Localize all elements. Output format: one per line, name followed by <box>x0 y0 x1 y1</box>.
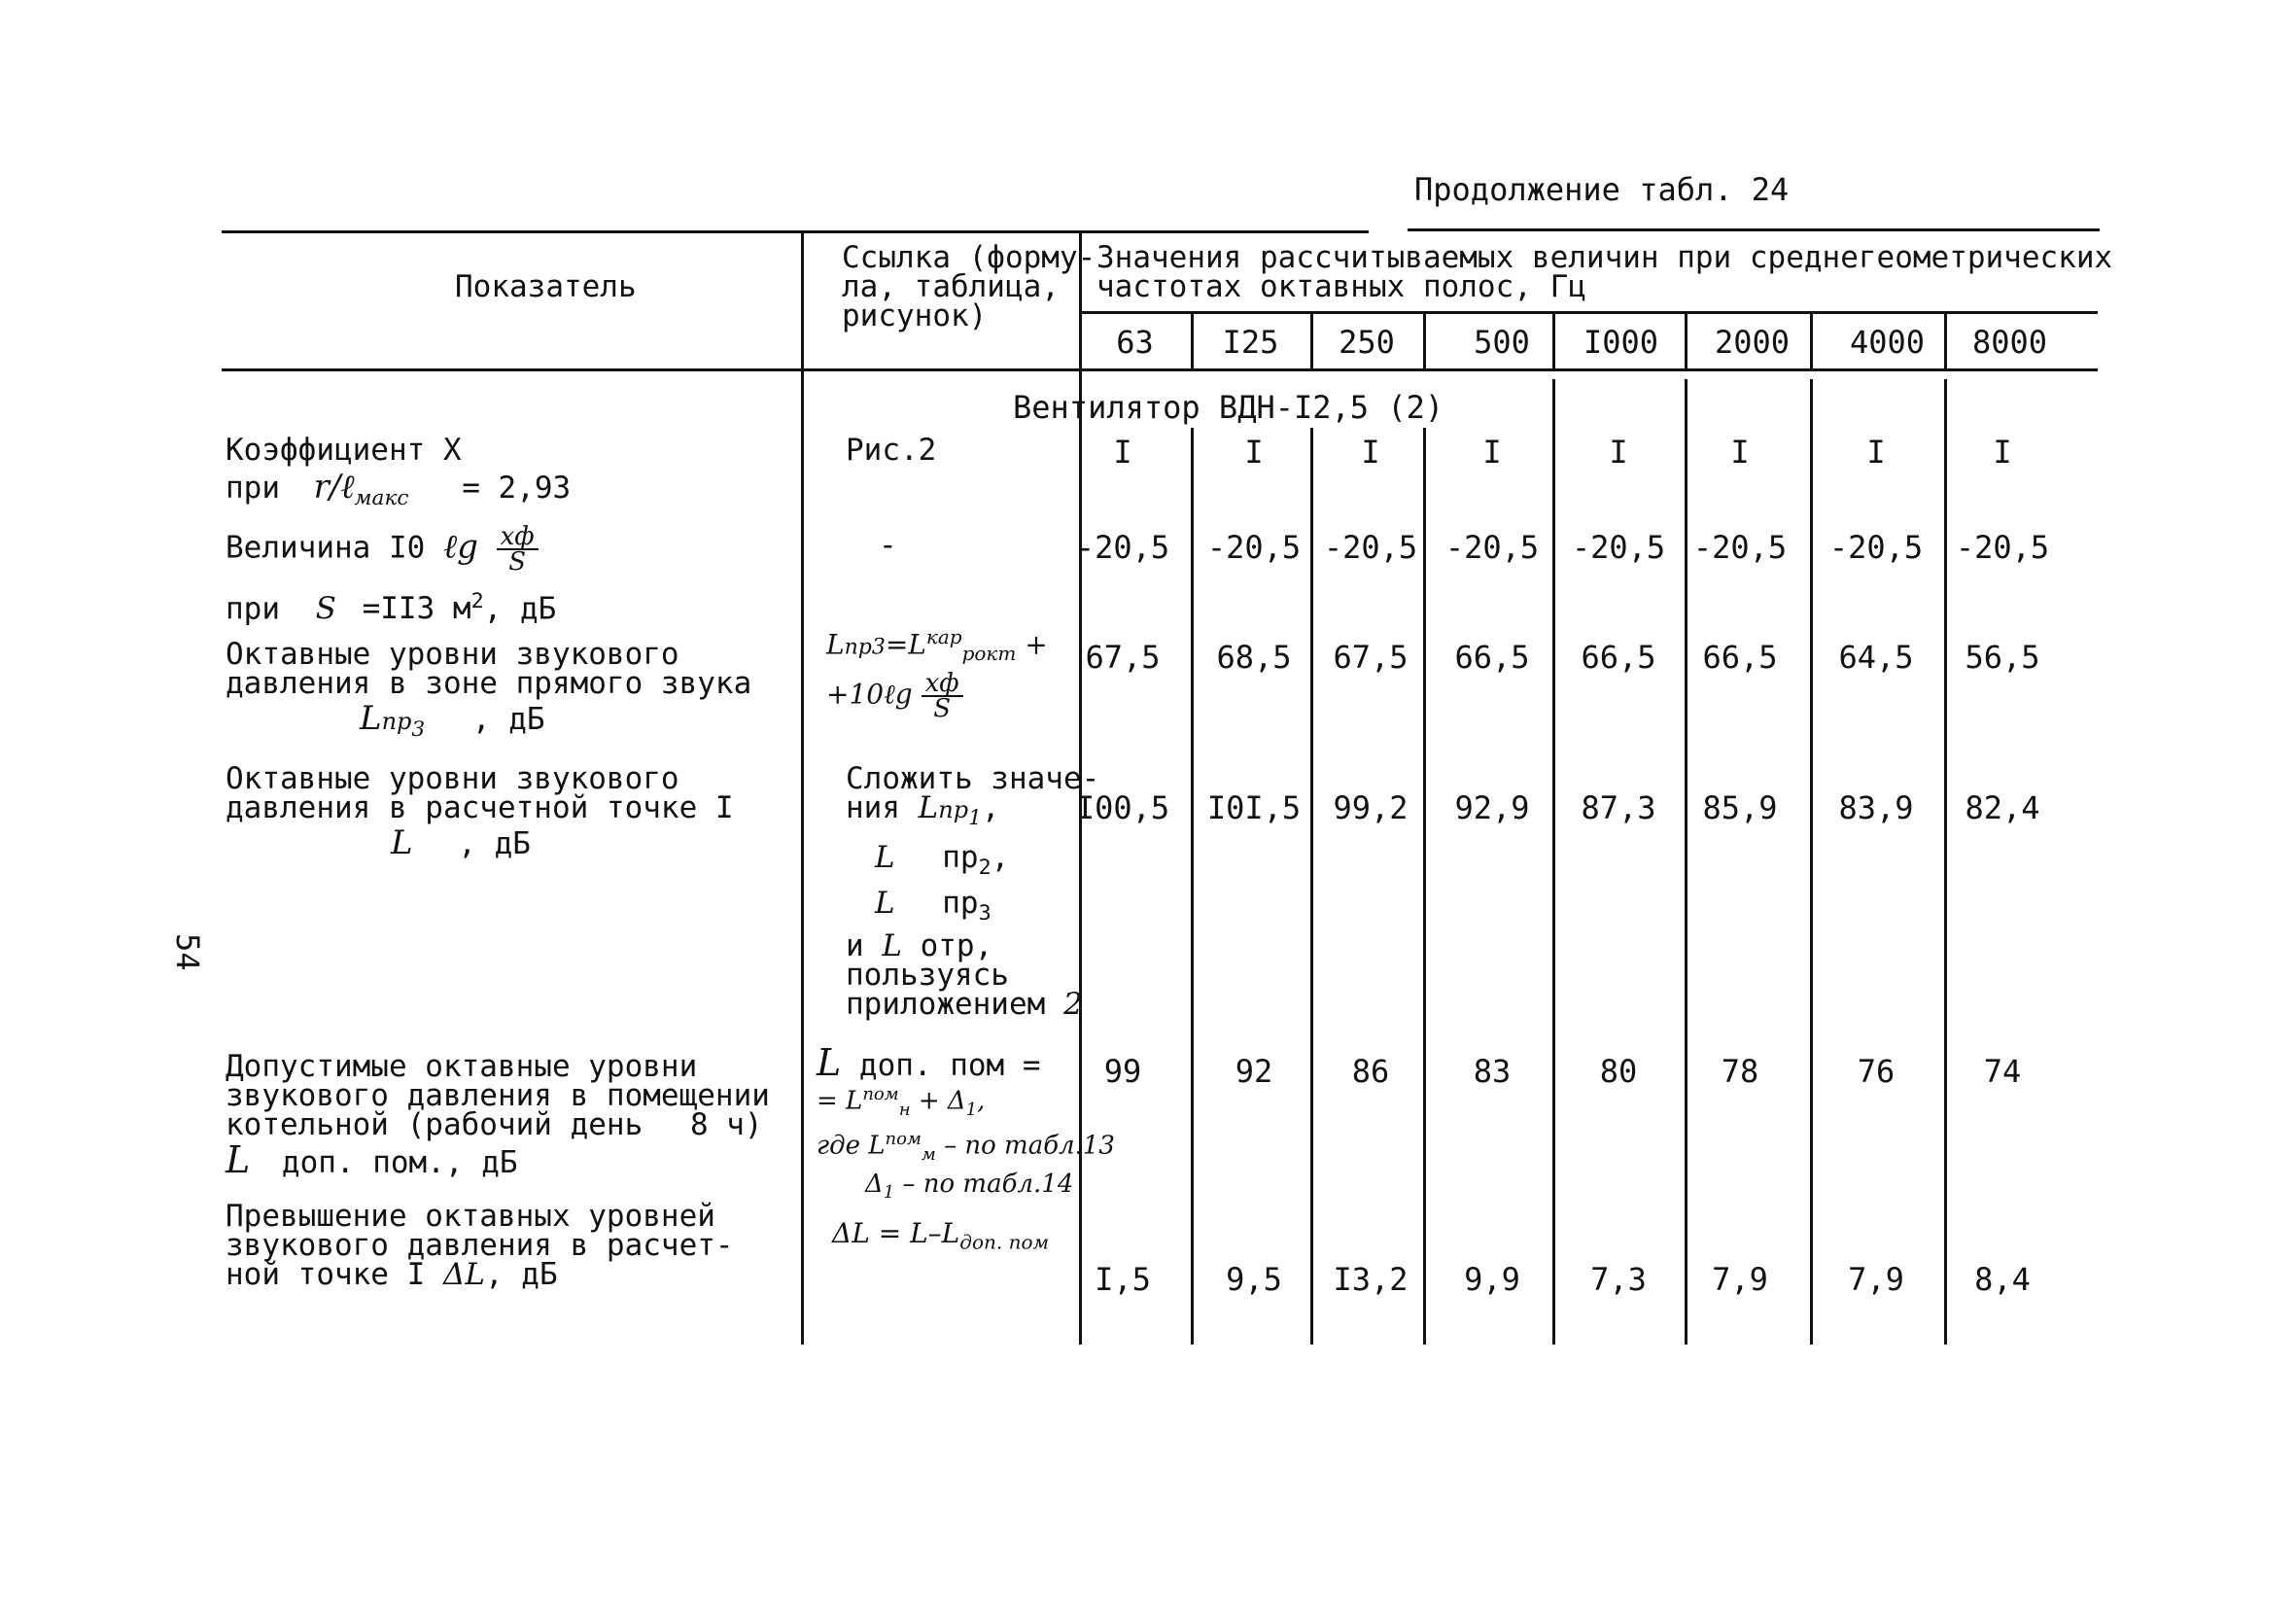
table-caption: Продолжение табл. 24 <box>1414 171 1790 208</box>
value-cell: -20,5 <box>1206 529 1302 566</box>
value-cell: I0I,5 <box>1206 789 1302 826</box>
top-rule-left <box>222 230 1369 233</box>
freq-500: 500 <box>1474 324 1530 361</box>
value-cell: -20,5 <box>1075 529 1170 566</box>
freq-1000: I000 <box>1583 324 1659 361</box>
value-cell: 67,5 <box>1085 639 1161 676</box>
value-cell: 78 <box>1721 1053 1759 1090</box>
value-cell: I <box>1244 434 1264 471</box>
value-cell: 56,5 <box>1965 639 2040 676</box>
value-cell: 64,5 <box>1838 639 1914 676</box>
value-cell: 66,5 <box>1454 639 1530 676</box>
value-cell: 66,5 <box>1702 639 1778 676</box>
freq-divider-500 <box>1423 312 1426 368</box>
col-divider-1 <box>801 231 804 1345</box>
value-cell: I <box>1482 434 1502 471</box>
value-cell: -20,5 <box>1955 529 2050 566</box>
value-cell: -20,5 <box>1323 529 1418 566</box>
freq-4000: 4000 <box>1849 324 1926 361</box>
row4-ref: Сложить значе- ния Lпр$_1$, L $пр_2$, L $пр_3$ и L отр, пользуясь приложением 2 <box>846 761 1100 1022</box>
header-reference: Ссылка (форму- ла, таблица, рисунок) <box>842 240 1096 333</box>
value-cell: 82,4 <box>1965 789 2040 826</box>
value-cell: 66,5 <box>1581 639 1656 676</box>
freq-divider-2000 <box>1685 312 1687 368</box>
value-cell: 92,9 <box>1454 789 1530 826</box>
header-indicator: Показатель <box>455 269 637 304</box>
value-cell: 92 <box>1235 1053 1273 1090</box>
value-cell: -20,5 <box>1692 529 1788 566</box>
value-cell: 7,9 <box>1712 1261 1768 1298</box>
row3-ref: $Lпр3=L^{кар}_{рокт}$ + +10ℓg $\frac{xф}{S}$ <box>826 625 1048 723</box>
freq-divider-4000 <box>1810 312 1813 368</box>
value-cell: 67,5 <box>1333 639 1409 676</box>
value-cell: 99 <box>1103 1053 1142 1090</box>
value-cell: I <box>1866 434 1886 471</box>
freq-divider-8000 <box>1944 312 1947 368</box>
value-cell: 8,4 <box>1974 1261 2031 1298</box>
value-cell: -20,5 <box>1571 529 1666 566</box>
body-divider-1000 <box>1552 379 1555 1345</box>
section-title: Вентилятор ВДН-I2,5 (2) <box>1013 389 1444 426</box>
row3-label: Октавные уровни звукового давления в зоне прямого звука Lпр$_3$ , дБ <box>226 637 752 743</box>
row6-label: Превышение октавных уровней звукового давления в расчет- ной точке I ΔL, дБ <box>226 1199 734 1292</box>
header-values: Значения рассчитываемых величин при среднегеометрических частотах октавных полос, Гц <box>1096 240 2113 304</box>
freq-63: 63 <box>1116 324 1154 361</box>
value-cell: I <box>1361 434 1380 471</box>
value-cell: -20,5 <box>1444 529 1540 566</box>
value-cell: 68,5 <box>1216 639 1292 676</box>
row6-ref: $\Delta L = L-L_{доп. пом}$ <box>832 1217 1050 1254</box>
body-divider-8000 <box>1944 379 1947 1345</box>
value-cell: 87,3 <box>1581 789 1656 826</box>
value-cell: I <box>1993 434 2012 471</box>
value-cell: -20,5 <box>1828 529 1924 566</box>
row5-ref: L доп. пом = = $L^{пом}_н + \Delta_1$, где $L^{пом}_м$ – по табл.13 $\Delta_1$ – по табл.14 <box>817 1041 1115 1203</box>
value-cell: 74 <box>1983 1053 2022 1090</box>
value-cell: I00,5 <box>1075 789 1170 826</box>
value-cell: 9,5 <box>1226 1261 1282 1298</box>
value-cell: 80 <box>1599 1053 1638 1090</box>
value-cell: I <box>1730 434 1750 471</box>
value-cell: 85,9 <box>1702 789 1778 826</box>
value-cell: I <box>1609 434 1628 471</box>
value-cell: I3,2 <box>1333 1261 1409 1298</box>
freq-250: 250 <box>1339 324 1395 361</box>
freq-2000: 2000 <box>1714 324 1791 361</box>
row2-label: Величина I0 ℓg $\frac{xф}{S}$ при S =II3 $м^2$, дБ <box>226 522 557 627</box>
freq-8000: 8000 <box>1971 324 2048 361</box>
row5-label: Допустимые октавные уровни звукового давления в помещении котельной (рабочий день 8 ч) L доп. пом., дБ <box>226 1049 770 1181</box>
row2-ref: - <box>879 528 897 563</box>
value-cell: 86 <box>1351 1053 1390 1090</box>
page-number: 54 <box>169 933 206 971</box>
value-cell: I,5 <box>1095 1261 1151 1298</box>
row1-ref: Рис.2 <box>846 433 937 468</box>
body-divider-125 <box>1191 428 1194 1345</box>
value-cell: I <box>1113 434 1132 471</box>
value-cell: 83,9 <box>1838 789 1914 826</box>
top-rule-right <box>1408 228 2100 231</box>
value-cell: 7,3 <box>1590 1261 1647 1298</box>
row4-label: Октавные уровни звукового давления в расчетной точке I L , дБ <box>226 761 734 862</box>
body-divider-2000 <box>1685 379 1687 1345</box>
freq-125: I25 <box>1222 324 1279 361</box>
value-cell: 7,9 <box>1848 1261 1904 1298</box>
row1-label: Коэффициент X при r/ℓ$_{макс}$ = 2,93 <box>226 433 572 511</box>
value-cell: 99,2 <box>1333 789 1409 826</box>
value-cell: 83 <box>1473 1053 1512 1090</box>
value-cell: 9,9 <box>1464 1261 1520 1298</box>
header-bottom-rule <box>222 368 2098 371</box>
value-cell: 76 <box>1857 1053 1896 1090</box>
body-divider-4000 <box>1810 379 1813 1345</box>
